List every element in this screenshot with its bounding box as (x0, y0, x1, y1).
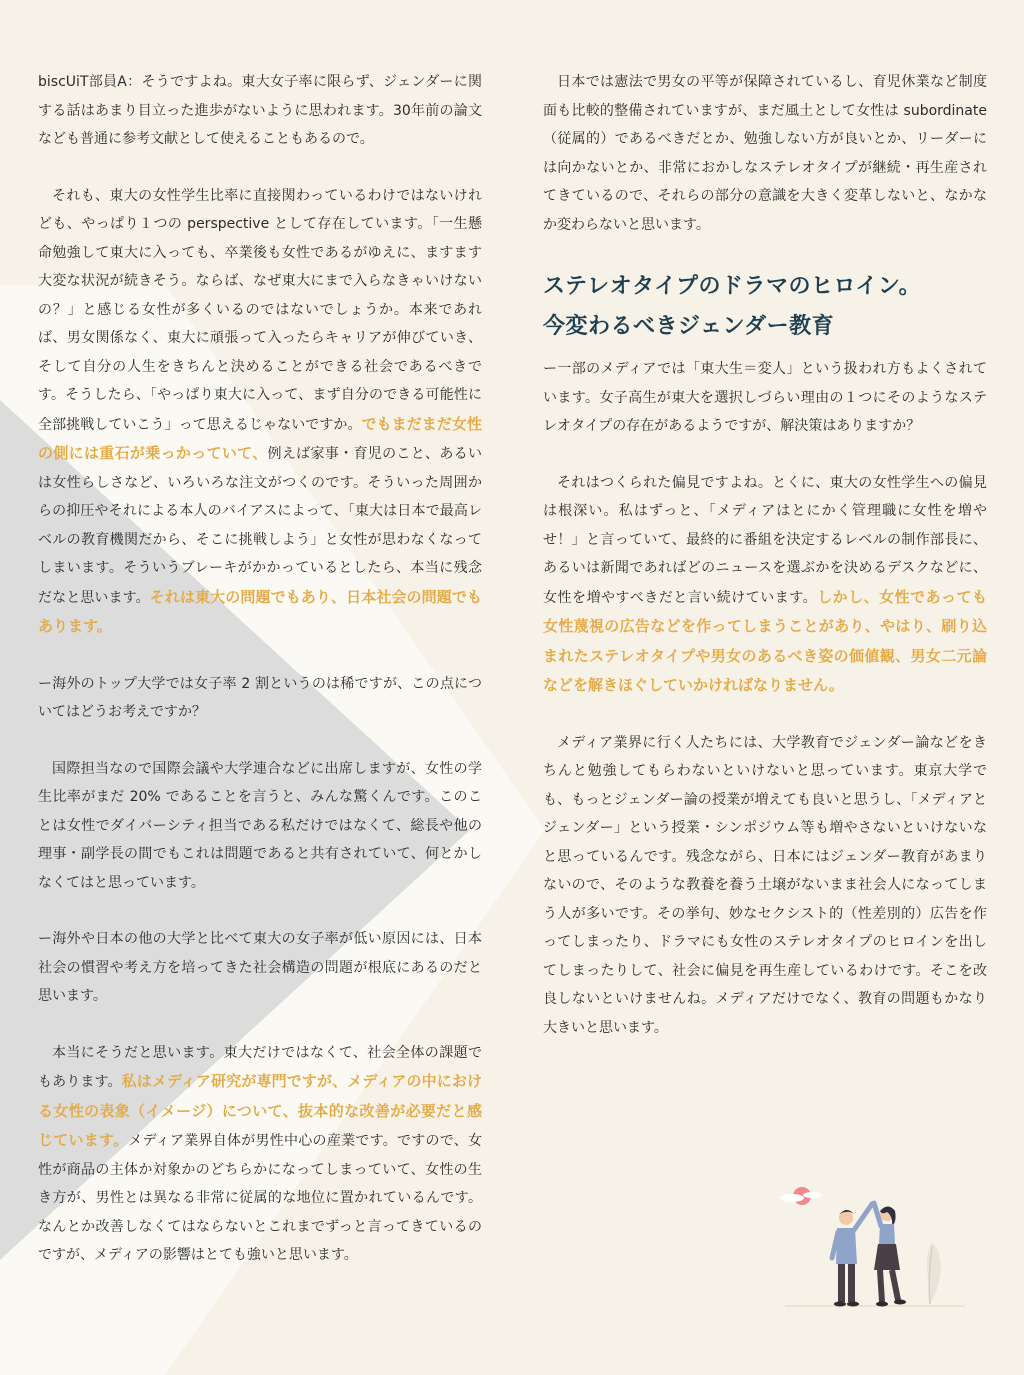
text-segment: それも、東大の女性学生比率に直接関わっているわけではないけれども、やっぱり１つの perspective として存在しています。「一生懸命勉強して東大に入っても、卒業後も女性であるがゆえに、ますます大変な状況が続きそう。ならば、なぜ東大にまで入らなきゃいけないの？」と感じる女性が多くいるのではないでしょうか。本来であれば、男女関係なく、東大に頑張って入ったらキャリアが伸びていき、そして自分の人生をきちんと決めることができる社会であるべきです。そうしたら、「やっぱり東大に入って、まず自分のできる可能性に全部挑戦していこう」って思えるじゃないですか。 (38, 187, 482, 433)
question-top-universities: ー海外のトップ大学では女子率 2 割というのは稀ですが、この点についてはどうお考えですか？ (38, 675, 482, 720)
paragraph-prejudice (543, 469, 987, 701)
paragraph-constitution: 日本では憲法で男女の平等が保障されているし、育児休業など制度面も比較的整備されていますが、まだ風土として女性は subordinate（従属的）であるべきだとか、勉強しない方が良いとか、リーダーには向かないとか、非常におかしなステレオタイプが継続・再生産されてきているので、それらの部分の意識を大きく変革しないと、なかなか変わらないと思います。 (543, 74, 987, 233)
heading-line-1: ステレオタイプのドラマのヒロイン。 (543, 274, 922, 299)
paragraph-media-research (38, 1039, 482, 1270)
right-column (543, 68, 987, 1070)
highlight-text: 私はメディア研究が専門ですが、メディアの中における女性の表象（イメージ）について、抜本的な改善が必要だと感じています。 (38, 1072, 482, 1149)
paragraph-gender-education: メディア業界に行く人たちには、大学教育でジェンダー論などをきちんと勉強してもらわないといけないと思っています。東京大学でも、もっとジェンダー論の授業が増えても良いと思うし、「メディアとジェンダー」という授業・シンポジウム等も増やさないといけないなと思っているんです。残念ながら、日本にはジェンダー教育があまりないので、そのような教養を養う土壌がないまま社会人になってしまう人が多いです。その挙句、妙なセクシスト的（性差別的）広告を作ってしまったり、ドラマにも女性のステレオタイプのヒロインを出してしまったりして、社会に偏見を再生産しているわけです。そこを改良しないといけませんね。メディアだけでなく、教育の問題もかなり大きいと思います。 (543, 734, 987, 1036)
paragraph-biscuit-remark: biscUiT部員A：そうですよね。東大女子率に限らず、ジェンダーに関する話はあまり目立った進歩がないように思われます。30年前の論文なども普通に参考文献として使えることもあるので。 (38, 74, 482, 147)
highlight-text: それは東大の問題でもあり、日本社会の問題でもあります。 (38, 587, 482, 635)
highlight-text: でもまだまだ女性の側には重石が乗っかっていて、 (38, 414, 482, 462)
question-social-structure: ー海外や日本の他の大学と比べて東大の女子率が低い原因には、日本社会の慣習や考え方を培ってきた社会構造の問題が根底にあるのだと思います。 (38, 931, 482, 1004)
text-segment: 例えば家事・育児のこと、あるいは女性らしさなど、いろいろな注文がつくのです。そういった周囲からの抑圧やそれによる本人のバイアスによって、「東大は日本で最高レベルの教育機関だから、そこに挑戦しよう」と女性が思わなくなってしまいます。そういうブレーキがかかっているとしたら、本当に残念だなと思います。 (38, 446, 483, 606)
text-segment: それはつくられた偏見ですよね。とくに、東大の女性学生への偏見は根深い。私はずっと、「メディアはとにかく管理職に女性を増やせ！」と言っていて、最終的に番組を決定するレベルの制作部長に、あるいは新聞であればどのニュースを選ぶかを決めるデスクなどに、女性を増やすべきだと言い続けています。 (543, 474, 987, 606)
highlight-text: しかし、女性であっても女性蔑視の広告などを作ってしまうことがあり、やはり、刷り込まれたステレオタイプや男女のあるべき姿の価値観、男女二元論などを解きほぐしていかければなりません。 (543, 587, 987, 694)
text-segment: 本当にそうだと思います。東大だけではなくて、社会全体の課題でもあります。 (38, 1044, 482, 1090)
paragraph-international: 国際担当なので国際会議や大学連合などに出席しますが、女性の学生比率がまだ 20% であることを言うと、みんな驚くんです。このことは女性でダイバーシティ担当である私だけではなくて、総長や他の理事・副学長の間でもこれは問題であると共有されていて、何とかしなくてはと思っています。 (38, 760, 482, 891)
text-segment: メディア業界自体が男性中心の産業です。ですので、女性が商品の主体か対象かのどちらかになってしまっていて、女性の生き方が、男性とは異なる非常に従属的な地位に置かれているんです。なんとか改善しなくてはならないとこれまでずっと言ってきているのですが、メディアの影響はとても強いと思います。 (38, 1133, 482, 1263)
heading-line-2: 今変わるべきジェンダー教育 (543, 314, 835, 339)
question-stereotype: ー一部のメディアでは「東大生＝変人」という扱われ方もよくされています。女子高生が東大を選択しづらい理由の１つにそのようなステレオタイプの存在があるようですが、解決策はありますか？ (543, 361, 987, 434)
left-column (38, 68, 482, 1298)
section-heading (543, 267, 987, 347)
high-five-couple-icon (780, 1180, 970, 1310)
paragraph-perspective (38, 182, 482, 642)
